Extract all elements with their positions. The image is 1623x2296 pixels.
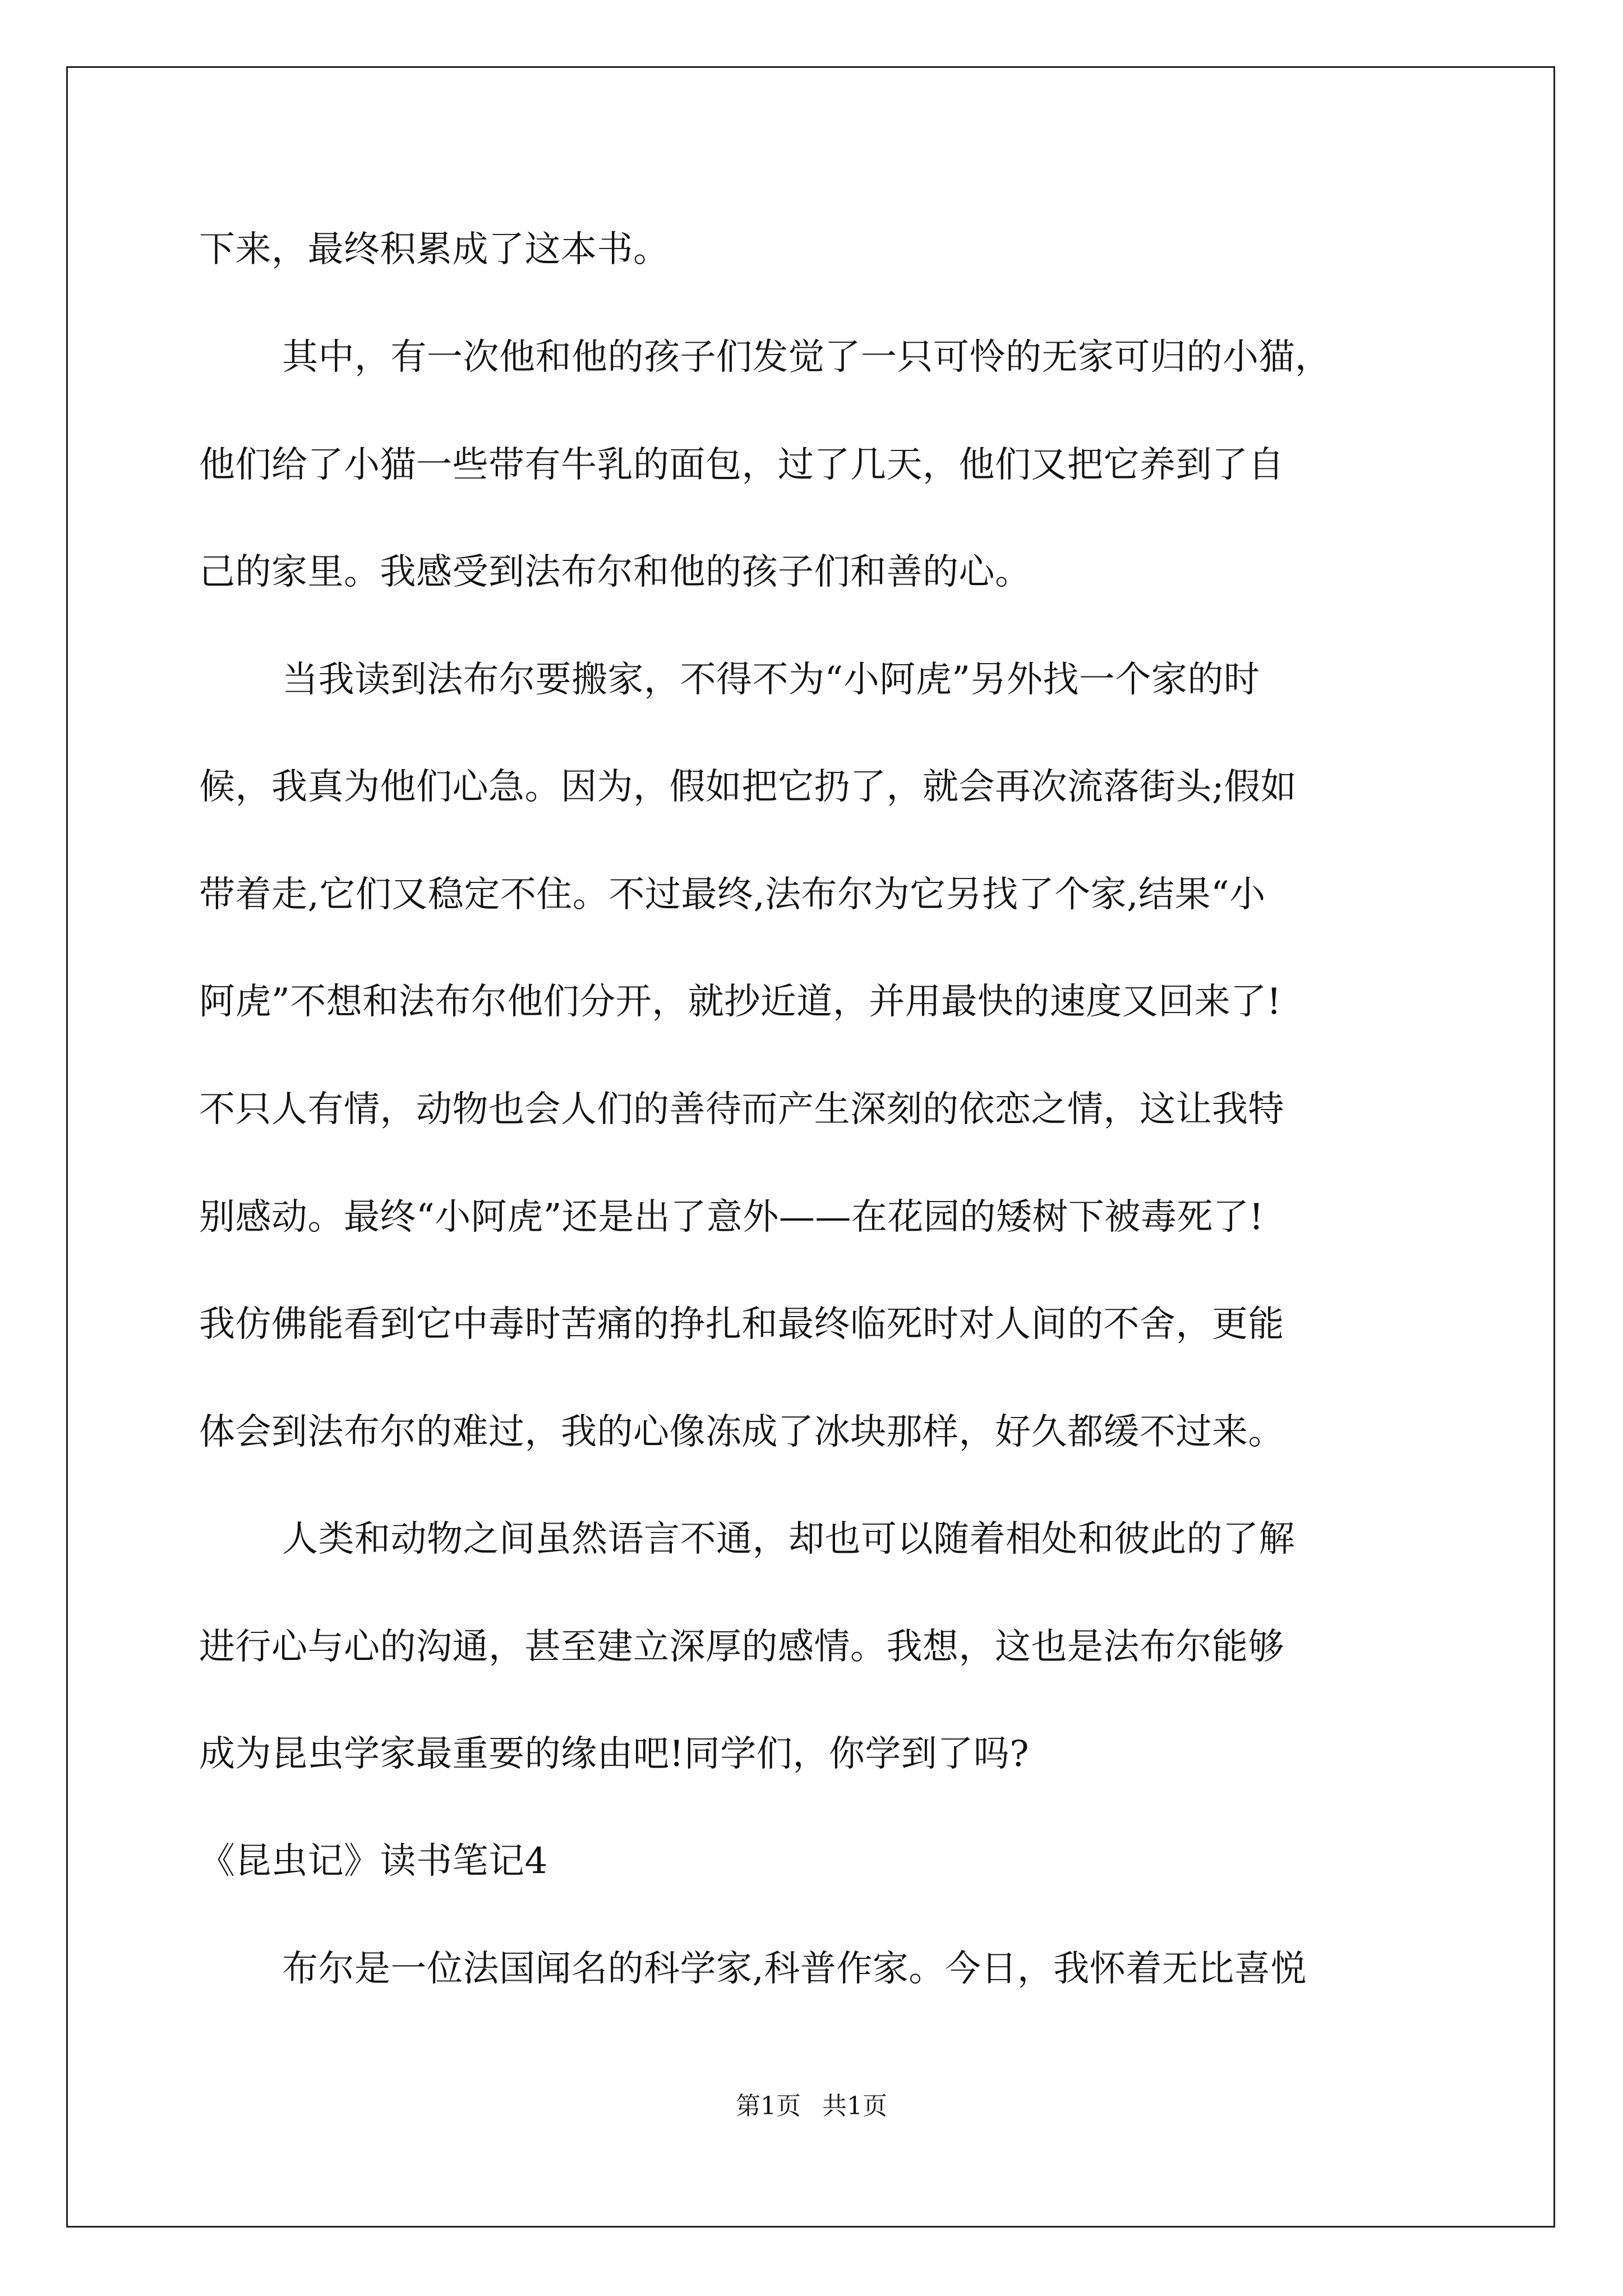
text-line: 我仿佛能看到它中毒时苦痛的挣扎和最终临死时对人间的不舍，更能 (199, 1304, 1284, 1345)
text-line: 人类和动物之间虽然语言不通，却也可以随着相处和彼此的了解 (282, 1519, 1295, 1560)
text-line: 布尔是一位法国闻名的科学家,科普作家。今日，我怀着无比喜悦 (282, 1948, 1307, 1990)
text-line: 带着走,它们又稳定不住。不过最终,法布尔为它另找了个家,结果“小 (199, 874, 1266, 915)
text-line: 成为昆虫学家最重要的缘由吧!同学们，你学到了吗? (199, 1733, 1030, 1775)
page-total: 共1页 (822, 2092, 887, 2120)
text-line: 别感动。最终“小阿虎”还是出了意外——在花园的矮树下被毒死了! (199, 1197, 1264, 1238)
text-line: 他们给了小猫一些带有牛乳的面包，过了几天，他们又把它养到了自 (199, 444, 1284, 486)
section-heading: 《昆虫记》读书笔记4 (199, 1841, 548, 1882)
text-line: 阿虎”不想和法布尔他们分开，就抄近道，并用最快的速度又回来了! (199, 981, 1281, 1023)
text-line: 体会到法布尔的难过，我的心像冻成了冰块那样，好久都缓不过来。 (199, 1411, 1284, 1453)
text-line: 候，我真为他们心急。因为，假如把它扔了，就会再次流落街头;假如 (199, 766, 1297, 808)
text-line: 其中，有一次他和他的孩子们发觉了一只可怜的无家可归的小猫， (282, 337, 1331, 378)
page-footer (0, 2090, 1623, 2123)
text-line: 不只人有情，动物也会人们的善待而产生深刻的依恋之情，这让我特 (199, 1089, 1284, 1130)
text-line: 进行心与心的沟通，甚至建立深厚的感情。我想，这也是法布尔能够 (199, 1626, 1284, 1668)
text-line: 下来，最终积累成了这本书。 (199, 229, 670, 270)
page-number: 第1页 (736, 2092, 801, 2120)
text-line: 当我读到法布尔要搬家，不得不为“小阿虎”另外找一个家的时 (282, 659, 1260, 701)
text-line: 己的家里。我感受到法布尔和他的孩子们和善的心。 (199, 551, 1031, 593)
